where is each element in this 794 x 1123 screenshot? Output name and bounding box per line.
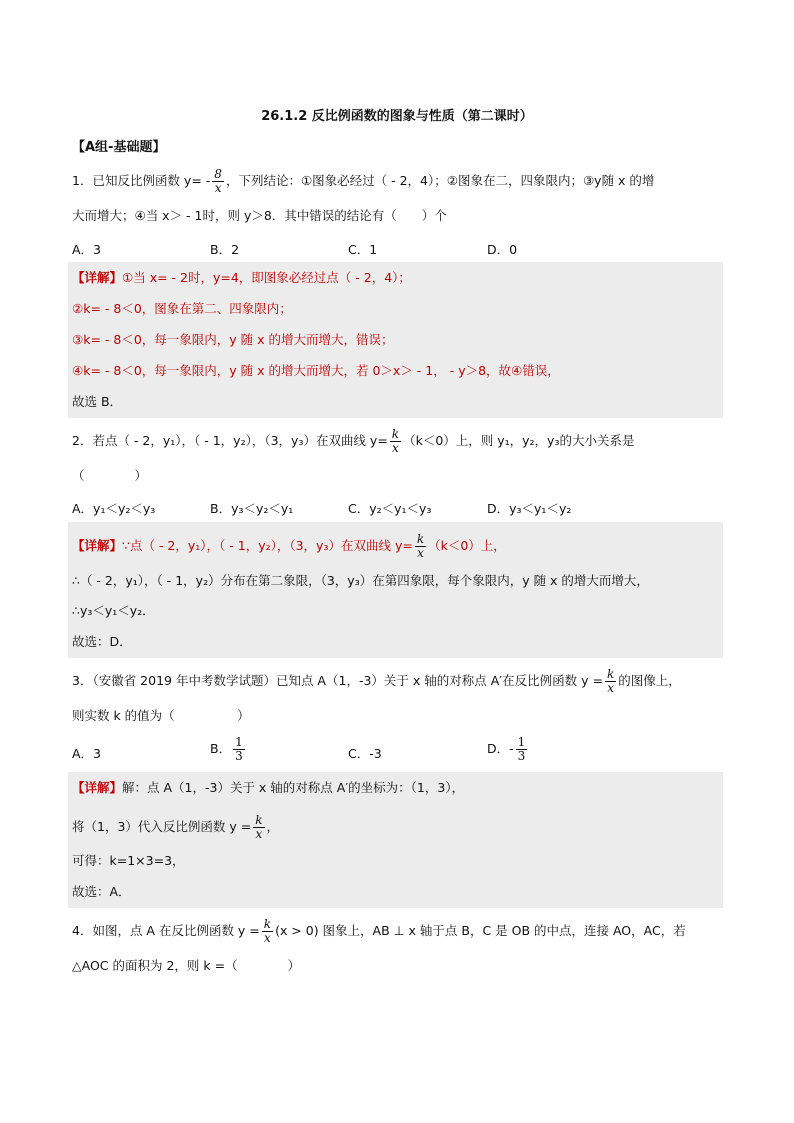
- q1-answer-box: [68, 262, 723, 418]
- q1-text-a: 1．已知反比例函数 y= -: [72, 173, 211, 188]
- q1-option-c: C．1: [348, 242, 378, 257]
- q2-answer-fraction: $\frac{k}{x}$: [416, 532, 425, 560]
- q3-option-a: A．3: [72, 746, 102, 761]
- q1-option-b: B．2: [210, 242, 240, 257]
- q2-answer-line2: ∴（ - 2，y₁），（ - 1，y₂）分布在第二象限，（3，y₃）在第四象限，每个象限内，y 随 x 的增大而增大，: [72, 573, 649, 588]
- q3-fraction: $\frac{k}{x}$: [606, 667, 615, 695]
- q2-answer-line3: ∴y₃＜y₁＜y₂．: [72, 603, 155, 618]
- q1-answer-line1: 【详解】①当 x= - 2时，y=4，即图象必经过点（ - 2，4）；: [72, 270, 411, 285]
- q2-option-a: A．y₁＜y₂＜y₃: [72, 501, 156, 516]
- q3-option-b: B． $\frac{1}{3}$: [210, 735, 243, 763]
- q1-answer-line2: ②k= - 8＜0，图象在第二、四象限内；: [72, 301, 292, 316]
- q3-answer-line1: 【详解】解：点 A（1，-3）关于 x 轴的对称点 A′的坐标为：（1，3），: [72, 780, 465, 795]
- q3-answer-fraction: $\frac{k}{x}$: [255, 813, 263, 841]
- q1-answer-line3: ③k= - 8＜0，每一象限内，y 随 x 的增大而增大，错误；: [72, 332, 394, 347]
- q2-stem-line1: 2．若点（ - 2，y₁），（ - 1，y₂），（3，y₃）在双曲线 y= $\frac{k}{x}$ （k＜0）上，则 y₁，y₂，y₃的大小关系是: [72, 427, 635, 455]
- q1-answer-line4: ④k= - 8＜0，每一象限内，y 随 x 的增大而增大，若 0＞x＞ - 1， - y＞8，故④错误，: [72, 363, 560, 378]
- q1-text-b: ，下列结论：①图象必经过（ - 2，4）；②图象在二，四象限内；③y随 x 的增: [225, 173, 655, 188]
- q1-fraction: $\frac{8}{x}$: [214, 167, 222, 195]
- q2-answer-line1: 【详解】∵点（ - 2，y₁），（ - 1，y₂），（3，y₃）在双曲线 y= $\frac{k}{x}$ （k＜0）上，: [72, 532, 506, 560]
- q2-option-b: B．y₃＜y₂＜y₁: [210, 501, 294, 516]
- q2-fraction: $\frac{k}{x}$: [391, 427, 400, 455]
- q2-answer-box: [68, 522, 723, 658]
- q1-option-d: D．0: [487, 242, 518, 257]
- q3-stem-line2: 则实数 k 的值为（ ）: [72, 708, 250, 723]
- q2-option-c: C．y₂＜y₁＜y₃: [348, 501, 432, 516]
- q4-stem-line2: △AOC 的面积为 2，则 k =（ ）: [72, 958, 301, 973]
- q1-answer-line5: 故选 B．: [72, 394, 123, 409]
- q1-stem-line2: 大而增大；④当 x＞ - 1时，则 y＞8．其中错误的结论有（ ）个: [72, 208, 447, 223]
- q3-option-c: C．-3: [348, 746, 382, 761]
- q1-option-a: A．3: [72, 242, 102, 257]
- q3-answer-line3: 可得：k=1×3=3，: [72, 853, 185, 868]
- q3-option-d: D．- $\frac{1}{3}$: [487, 735, 526, 763]
- document-title: 26.1.2 反比例函数的图象与性质（第二课时）: [261, 109, 533, 124]
- q3-stem-line1: 3．（安徽省 2019 年中考数学试题）已知点 A（1，-3）关于 x 轴的对称点 A′在反比例函数 y = $\frac{k}{x}$ 的图像上，: [72, 667, 681, 695]
- q3-answer-line2: 将（1，3）代入反比例函数 y = $\frac{k}{x}$ ，: [72, 813, 280, 841]
- q4-stem-line1: 4．如图，点 A 在反比例函数 y = $\frac{k}{x}$ (x > 0) 图象上，AB ⊥ x 轴于点 B，C 是 OB 的中点，连接 AO，AC，若: [72, 917, 686, 945]
- q2-option-d: D．y₃＜y₁＜y₂: [487, 501, 572, 516]
- section-heading: 【A组-基础题】: [72, 140, 166, 155]
- q2-stem-line2: （ ）: [72, 468, 148, 483]
- q4-fraction: $\frac{k}{x}$: [263, 917, 272, 945]
- q1-stem-line1: [72, 168, 654, 195]
- q2-answer-line4: 故选：D．: [72, 634, 132, 649]
- q3-answer-box: [68, 772, 723, 908]
- q3-answer-line4: 故选：A．: [72, 884, 131, 899]
